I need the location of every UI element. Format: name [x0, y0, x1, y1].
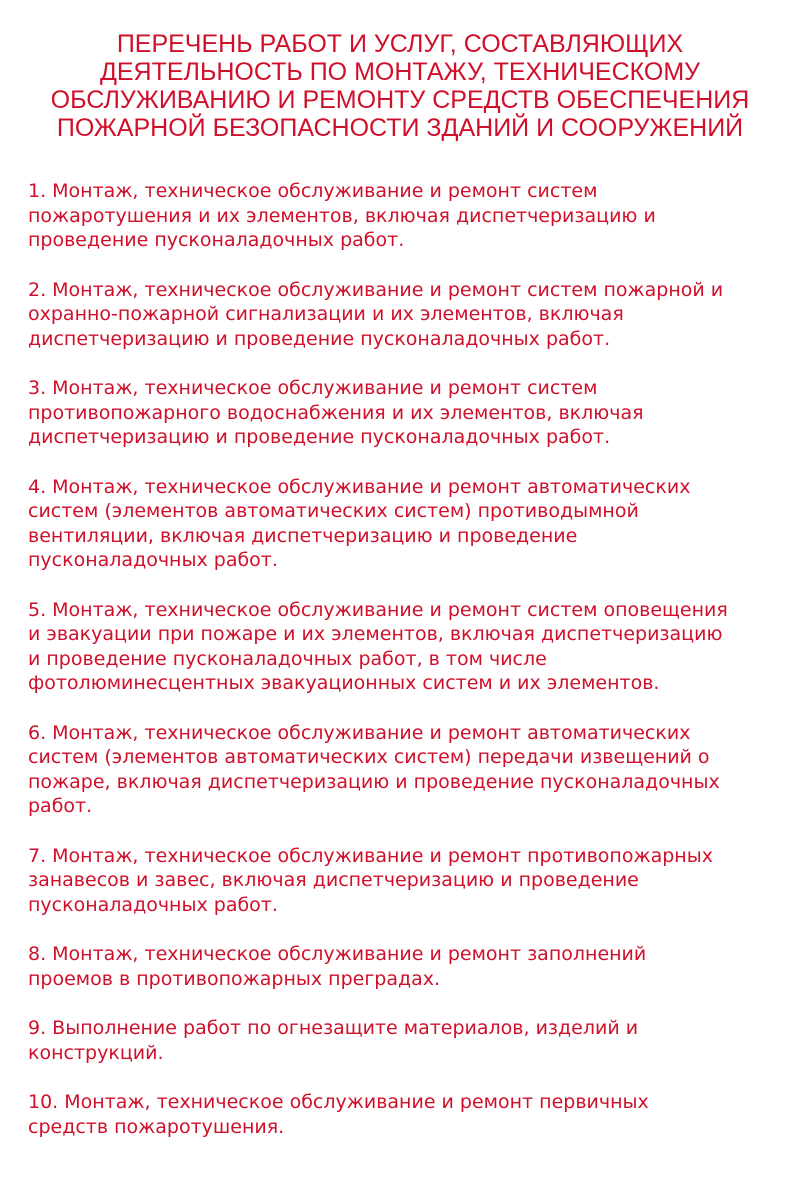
list-item-line: работ. [28, 795, 93, 817]
list-item-line: фотолюминесцентных эвакуационных систем и их элементов. [28, 672, 660, 694]
list-item-line: 2. Монтаж, техническое обслуживание и ремонт систем пожарной и [28, 278, 724, 301]
page-title [20, 30, 780, 142]
list-item-4 [28, 475, 788, 573]
list-item-line: проведение пусконаладочных работ. [28, 229, 405, 251]
services-list [28, 179, 788, 1164]
list-item-line: диспетчеризацию и проведение пусконаладочных работ. [28, 426, 611, 448]
list-item-line: систем (элементов автоматических систем) передачи извещений о [28, 746, 710, 768]
list-item-line: 5. Монтаж, техническое обслуживание и ремонт систем оповещения [28, 598, 728, 621]
list-item-line: 8. Монтаж, техническое обслуживание и ремонт заполнений [28, 943, 647, 965]
list-item-line: и эвакуации при пожаре и их элементов, включая диспетчеризацию [28, 623, 723, 645]
list-item-line: пусконаладочных работ. [28, 893, 278, 916]
list-item-line: 1. Монтаж, техническое обслуживание и ремонт систем [28, 180, 598, 202]
list-item-6 [28, 721, 788, 819]
title-line: ДЕЯТЕЛЬНОСТЬ ПО МОНТАЖУ, ТЕХНИЧЕСКОМУ [99, 58, 701, 86]
list-item-line: 9. Выполнение работ по огнезащите материалов, изделий и [28, 1017, 639, 1039]
list-item-5 [28, 598, 788, 696]
list-item-8 [28, 942, 788, 991]
list-item-line: проемов в противопожарных преградах. [28, 967, 441, 990]
list-item-line: охранно-пожарной сигнализации и их элементов, включая [28, 303, 624, 325]
list-item-line: пожаротушения и их элементов, включая диспетчеризацию и [28, 204, 656, 227]
list-item-line: конструкций. [28, 1041, 164, 1064]
list-item-9 [28, 1016, 788, 1065]
list-item-line: 7. Монтаж, техническое обслуживание и ремонт противопожарных [28, 844, 713, 867]
list-item-line: систем (элементов автоматических систем) противодымной [28, 500, 639, 522]
title-line: ПОЖАРНОЙ БЕЗОПАСНОСТИ ЗДАНИЙ И СООРУЖЕНИЙ [56, 114, 744, 142]
list-item-line: пусконаладочных работ. [28, 549, 278, 571]
list-item-3 [28, 376, 788, 450]
list-item-1 [28, 179, 788, 253]
title-line: ПЕРЕЧЕНЬ РАБОТ И УСЛУГ, СОСТАВЛЯЮЩИХ [116, 30, 684, 58]
list-item-line: 3. Монтаж, техническое обслуживание и ремонт систем [28, 377, 598, 399]
list-item-line: занавесов и завес, включая диспетчеризацию и проведение [28, 869, 639, 891]
list-item-line: вентиляции, включая диспетчеризацию и проведение [28, 524, 578, 547]
list-item-line: противопожарного водоснабжения и их элементов, включая [28, 401, 644, 424]
list-item-line: и проведение пусконаладочных работ, в том числе [28, 647, 547, 670]
list-item-line: 4. Монтаж, техническое обслуживание и ремонт автоматических [28, 475, 691, 498]
list-item-line: пожаре, включая диспетчеризацию и проведение пусконаладочных [28, 770, 720, 793]
list-item-7 [28, 844, 788, 918]
list-item-2 [28, 278, 788, 352]
list-item-line: средств пожаротушения. [28, 1115, 285, 1138]
list-item-line: 10. Монтаж, техническое обслуживание и ремонт первичных [28, 1091, 649, 1113]
list-item-10 [28, 1090, 788, 1139]
list-item-line: 6. Монтаж, техническое обслуживание и ремонт автоматических [28, 721, 691, 744]
title-line: ОБСЛУЖИВАНИЮ И РЕМОНТУ СРЕДСТВ ОБЕСПЕЧЕНИЯ [50, 86, 750, 114]
list-item-line: диспетчеризацию и проведение пусконаладочных работ. [28, 327, 611, 350]
